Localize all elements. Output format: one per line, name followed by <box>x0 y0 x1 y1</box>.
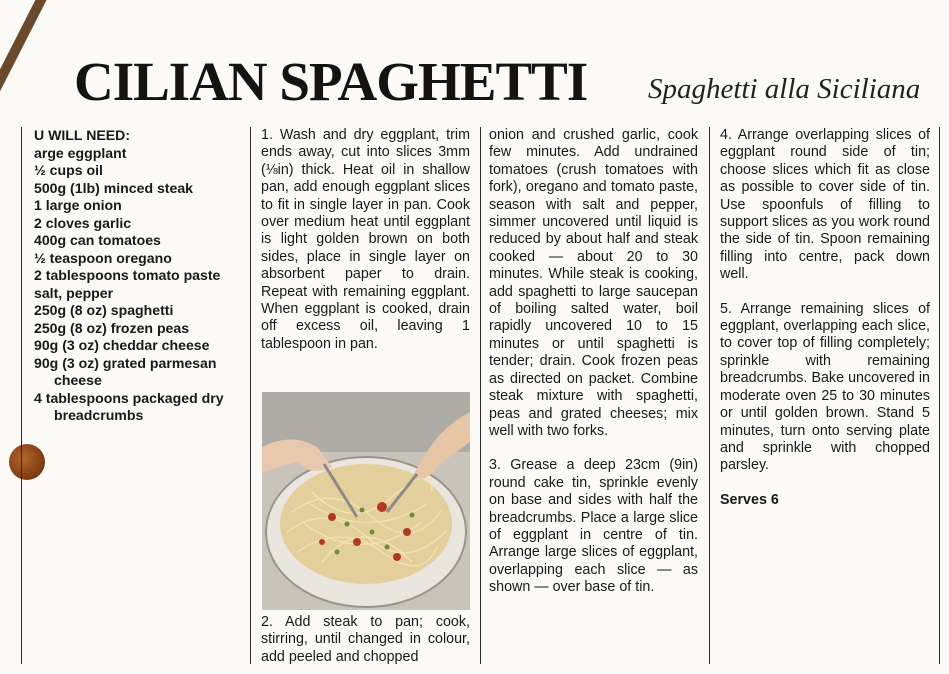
ingredient-item: 400g can tomatoes <box>34 232 161 248</box>
step-1-text: 1. Wash and dry eggplant, trim ends away, cut into slices 3mm (⅛in) thick. Heat oil in shallow pan, add enough eggplant slices to fit in single layer in pan. Cook over medium heat until eggplant is light golden brown on both sides, place in single layer on absorbent paper to drain. Repeat with remaining eggplant. When eggplant is cooked, drain off excess oil, leaving 1 tablespoon in pan. <box>261 127 470 352</box>
serves-count: Serves 6 <box>720 491 779 508</box>
recipe-subtitle: Spaghetti alla Siciliana <box>648 73 921 105</box>
ingredient-item: arge eggplant <box>34 144 127 161</box>
column-rule <box>709 127 710 664</box>
step-2-text-continued: onion and crushed garlic, cook few minutes. Add undrained tomatoes (crush tomatoes with fork), oregano and tomato paste, season with salt and pepper, simmer uncovered until liquid is reduced by about half and steak cooked — about 20 to 30 minutes. While steak is cooking, add spaghetti to large saucepan of boiling salted water, boil rapidly uncovered 10 to 15 minutes or until spaghetti is tender; drain. Cook frozen peas as directed on packet. Combine steak mixture with spaghetti, peas and grated cheeses; mix well with two forks. <box>489 127 698 439</box>
ingredient-item: 250g (8 oz) frozen peas <box>34 319 190 336</box>
method-column-1 <box>261 127 470 353</box>
ingredient-item: ½ cups oil <box>34 162 103 178</box>
ingredient-item: 2 tablespoons tomato paste <box>34 267 221 283</box>
ingredient-item: 2 cloves garlic <box>34 214 132 231</box>
ingredient-item: 90g (3 oz) grated parmesan <box>34 354 217 371</box>
column-rule <box>21 127 22 664</box>
spaghetti-photo <box>262 392 470 610</box>
wooden-spoon-decoration <box>0 0 72 102</box>
ingredient-item: ½ teaspoon oregano <box>34 249 172 266</box>
column-rule <box>250 127 251 664</box>
ingredient-item: breadcrumbs <box>54 407 144 423</box>
ingredient-item: 250g (8 oz) spaghetti <box>34 302 174 318</box>
step-5-text: 5. Arrange remaining slices of eggplant, overlapping each slice, to cover top of filling completely; sprinkle with remaining breadcrumbs. Bake uncovered in moderate oven 25 to 30 minutes or until golden brown. Stand 5 minutes, turn onto serving plate and sprinkle with chopped parsley. <box>720 300 930 474</box>
ingredient-item: 90g (3 oz) cheddar cheese <box>34 337 210 353</box>
ingredient-item: 1 large onion <box>34 197 122 213</box>
recipe-title: CILIAN SPAGHETTI <box>74 51 588 112</box>
ingredient-item: cheese <box>54 372 102 388</box>
column-rule <box>939 127 940 664</box>
ingredient-item: 500g (1lb) minced steak <box>34 179 194 196</box>
column-rule <box>480 127 481 664</box>
ingredients-list <box>34 127 249 425</box>
step-4-text: 4. Arrange overlapping slices of eggplant round side of tin; choose slices which fit as close as possible to cover side of tin. Use spoonfuls of filling to support slices as you work round the side of tin. Spoon remaining filling into centre, pack down well. <box>720 127 930 283</box>
olive-decoration <box>9 444 45 480</box>
ingredient-item: 4 tablespoons packaged dry <box>34 389 224 406</box>
step-2-text-start: 2. Add steak to pan; cook, stirring, until changed in colour, add peeled and chopped <box>261 614 470 665</box>
ingredient-item: salt, pepper <box>34 284 114 301</box>
step-3-text: 3. Grease a deep 23cm (9in) round cake tin, sprinkle evenly on base and sides with half the breadcrumbs. Place a large slice of eggplant in centre of tin. Arrange large slices of eggplant, overlapping each slice — as shown — over base of tin. <box>489 457 698 596</box>
method-column-2 <box>489 127 698 597</box>
method-column-1-bottom <box>261 614 470 666</box>
ingredients-heading: U WILL NEED: <box>34 127 131 143</box>
method-column-3 <box>720 127 930 509</box>
spaghetti-bowl-illustration <box>262 392 470 610</box>
